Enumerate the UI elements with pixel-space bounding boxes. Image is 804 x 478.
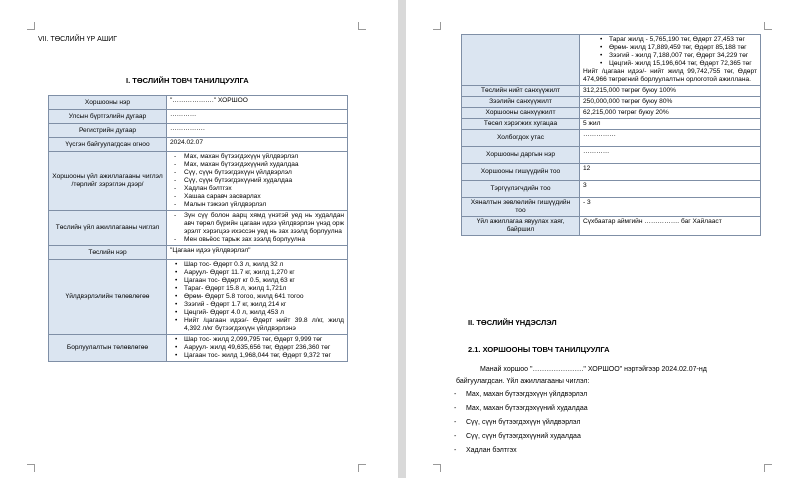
margin-corner-mark bbox=[358, 464, 366, 472]
paragraph-line: Манай хоршоо "…………………." ХОРШОО" нэртэйгээр 2024.02.07-нд bbox=[480, 366, 707, 373]
list-item: • Тараг жилд - 5,765,190 төг, Өдөрт 27,453 төг bbox=[609, 36, 757, 44]
list-item: - Хадлан бэлтгэх bbox=[466, 447, 588, 461]
table-row bbox=[462, 164, 761, 181]
list-item: • Ааруул- жилд 49,635,656 төг, Өдөрт 236,360 төг bbox=[184, 344, 344, 352]
margin-corner-mark bbox=[433, 22, 441, 30]
row-label: Төслийн үйл ажиллагааны чиглэл bbox=[49, 211, 167, 246]
table-row bbox=[49, 96, 348, 110]
table-row bbox=[462, 119, 761, 130]
row-value: 12 bbox=[580, 164, 761, 181]
list-item: • Зээгий - жилд 7,188,007 төг, Өдөрт 34,229 төг bbox=[609, 52, 757, 60]
row-value bbox=[167, 335, 348, 362]
row-value: ………… bbox=[167, 110, 348, 124]
list-item: - Хадлан бэлтгэх bbox=[184, 185, 344, 193]
table-row bbox=[49, 138, 348, 152]
row-label: Төслийн нэр bbox=[49, 246, 167, 260]
list-item: • Цагаан тос- Өдөрт кг 0.5, жилд 63 кг bbox=[184, 277, 344, 285]
row-value: 312,215,000 төгрөг буюу 100% bbox=[580, 86, 761, 97]
list-item: - Хашаа саравч засварлах bbox=[184, 193, 344, 201]
chapter-header: VII. ТӨСЛИЙН ҮР АШИГ bbox=[38, 36, 118, 43]
list-item: - Мен овьёос тарьж зах зээлд борлуулна bbox=[184, 236, 344, 244]
table-row bbox=[462, 181, 761, 198]
list-item: • Тараг- Өдөрт 15.8 л, жилд 1,721л bbox=[184, 285, 344, 293]
row-label: Холбогдох утас bbox=[462, 130, 580, 147]
row-label: Тэргүүлэгчдийн тоо bbox=[462, 181, 580, 198]
subsection-heading-2-1: 2.1. ХОРШООНЫ ТОВЧ ТАНИЛЦУУЛГА bbox=[468, 345, 610, 354]
row-label: Улсын бүртгэлийн дугаар bbox=[49, 110, 167, 124]
row-value: 62,215,000 төгрөг буюу 20% bbox=[580, 108, 761, 119]
table-row bbox=[49, 260, 348, 335]
activity-list bbox=[466, 391, 588, 461]
sales-total-text: Нийт /цагаан идээ/- нийт жилд 99,742,755 төг, Өдөрт 474,966 төгрөгний борлуулалтын орлоготой ажиллана. bbox=[583, 68, 757, 83]
list-item: • Өрөм- жилд 17,889,459 төг, Өдөрт 85,188 төг bbox=[609, 44, 757, 52]
row-value: Сүхбаатар аймгийн ……………. баг Хайлааст bbox=[580, 217, 761, 236]
list-item: • Цөцгий- жилд 15,196,604 төг, Өдөрт 72,365 төг bbox=[609, 60, 757, 68]
section-heading-2: II. ТӨСЛИЙН ҮНДЭСЛЭЛ bbox=[468, 318, 557, 327]
table-row bbox=[462, 35, 761, 86]
row-value: ………… bbox=[580, 147, 761, 164]
list-item: - Сүү, сүүн бүтээгдэхүүний худалдаа bbox=[466, 433, 588, 447]
row-value: - 3 bbox=[580, 198, 761, 217]
margin-corner-mark bbox=[764, 22, 772, 30]
table-row bbox=[462, 130, 761, 147]
list-item: - Сүү, сүүн бүтээгдэхүүн үйлдвэрлэл bbox=[466, 419, 588, 433]
row-label: Төслийн нийт санхүүжилт bbox=[462, 86, 580, 97]
row-label: Төсөл хэрэгжих хугацаа bbox=[462, 119, 580, 130]
list-item: • Шар тос- жилд 2,099,795 төг, Өдөрт 9,999 төг bbox=[184, 336, 344, 344]
row-value bbox=[167, 152, 348, 211]
margin-corner-mark bbox=[27, 464, 35, 472]
row-value: 250,000,000 төгрөг буюу 80% bbox=[580, 97, 761, 108]
row-label: Үүсгэн байгуулагдсан огноо bbox=[49, 138, 167, 152]
table-row bbox=[462, 198, 761, 217]
margin-corner-mark bbox=[358, 22, 366, 30]
table-row bbox=[49, 211, 348, 246]
list-item: • Цагаан тос- жилд 1,968,044 төг, Өдөрт 9,372 төг bbox=[184, 352, 344, 360]
table-row bbox=[49, 246, 348, 260]
row-label: Хоршооны даргын нэр bbox=[462, 147, 580, 164]
table-row bbox=[462, 108, 761, 119]
table-row bbox=[462, 217, 761, 236]
list-item: - Зүн сүү болон аарц хямд үнэтэй уед нь худалдан авч төрөл бүрийн цагаан идээ үйлдвэрлэн үнэд орж эрэлт хэрэгцээ ихэссэн уед нь зах зээлд борлуулна bbox=[184, 212, 344, 236]
margin-corner-mark bbox=[27, 22, 35, 30]
margin-corner-mark bbox=[764, 464, 772, 472]
row-value bbox=[580, 35, 761, 86]
row-value bbox=[167, 260, 348, 335]
table-row bbox=[49, 110, 348, 124]
document-page-left bbox=[0, 0, 398, 478]
row-label: Хоршооны үйл ажиллагааны чиглэл /төрлийг зэрэглэн дээр/ bbox=[49, 152, 167, 211]
row-value: …………… bbox=[580, 130, 761, 147]
row-value: ……………. bbox=[167, 124, 348, 138]
list-item: - Сүү, сүүн бүтээгдэхүүний худалдаа bbox=[184, 177, 344, 185]
list-item: - Малын тэжээл үйлдвэрлэл bbox=[184, 201, 344, 209]
list-item: - Сүү, сүүн бүтээгдэхүүн үйлдвэрлэл bbox=[184, 169, 344, 177]
table-row bbox=[49, 152, 348, 211]
row-label: Борлуулалтын төлөвлөгөө bbox=[49, 335, 167, 362]
table-row bbox=[49, 124, 348, 138]
row-label: Үйлдвэрлэлийн төлөвлөгөө bbox=[49, 260, 167, 335]
row-value: 5 жил bbox=[580, 119, 761, 130]
row-value: 3 bbox=[580, 181, 761, 198]
table-row bbox=[462, 147, 761, 164]
list-item: - Мах, махан бүтээгдэхүүний худалдаа bbox=[184, 161, 344, 169]
list-item: • Нийт /цагаан идээ/- Өдөрт нийт 39.8 л/кг, жилд 4,392 л/кг бүтээгдэхүүн үйлдвэрлэнэ bbox=[184, 317, 344, 333]
table-row bbox=[462, 97, 761, 108]
row-label: Хяналтын зөвлөлийн гишүүдийн тоо bbox=[462, 198, 580, 217]
table-row bbox=[49, 335, 348, 362]
row-value: 2024.02.07 bbox=[167, 138, 348, 152]
row-value bbox=[167, 211, 348, 246]
row-label: Хоршооны гишүүдийн тоо bbox=[462, 164, 580, 181]
list-item: - Мах, махан бүтээгдэхүүн үйлдвэрлэл bbox=[184, 153, 344, 161]
list-item: • Цөцгий- Өдөрт 4.0 л, жилд 453 л bbox=[184, 309, 344, 317]
table-row bbox=[462, 86, 761, 97]
list-item: • Шар тос- Өдөрт 0.3 л, жилд 32 л bbox=[184, 261, 344, 269]
row-label: Хоршооны нэр bbox=[49, 96, 167, 110]
margin-corner-mark bbox=[433, 464, 441, 472]
section-title: I. ТӨСЛИЙН ТОВЧ ТАНИЛЦУУЛГА bbox=[126, 76, 249, 85]
row-label: Зээлийн санхүүжилт bbox=[462, 97, 580, 108]
project-summary-table-continued bbox=[461, 34, 761, 236]
project-summary-table bbox=[48, 95, 348, 362]
row-label: Үйл ажиллагаа явуулах хаяг, байршил bbox=[462, 217, 580, 236]
row-value: "………………." ХОРШОО bbox=[167, 96, 348, 110]
list-item: • Өрөм- Өдөрт 5.8 тогоо, жилд 641 тогоо bbox=[184, 293, 344, 301]
list-item: • Зээгий - Өдөрт 1.7 кг, жилд 214 кг bbox=[184, 301, 344, 309]
row-label: Хоршооны санхүүжилт bbox=[462, 108, 580, 119]
paragraph-line: байгуулагдсан. Үйл ажиллагааны чиглэл: bbox=[456, 378, 590, 385]
row-label: Регистрийн дугаар bbox=[49, 124, 167, 138]
list-item: - Мах, махан бүтээгдэхүүний худалдаа bbox=[466, 405, 588, 419]
row-value: "Цагаан идээ үйлдвэрлэл" bbox=[167, 246, 348, 260]
row-label-empty bbox=[462, 35, 580, 86]
list-item: • Ааруул- Өдөрт 11.7 кг, жилд 1,270 кг bbox=[184, 269, 344, 277]
list-item: - Мах, махан бүтээгдэхүүн үйлдвэрлэл bbox=[466, 391, 588, 405]
